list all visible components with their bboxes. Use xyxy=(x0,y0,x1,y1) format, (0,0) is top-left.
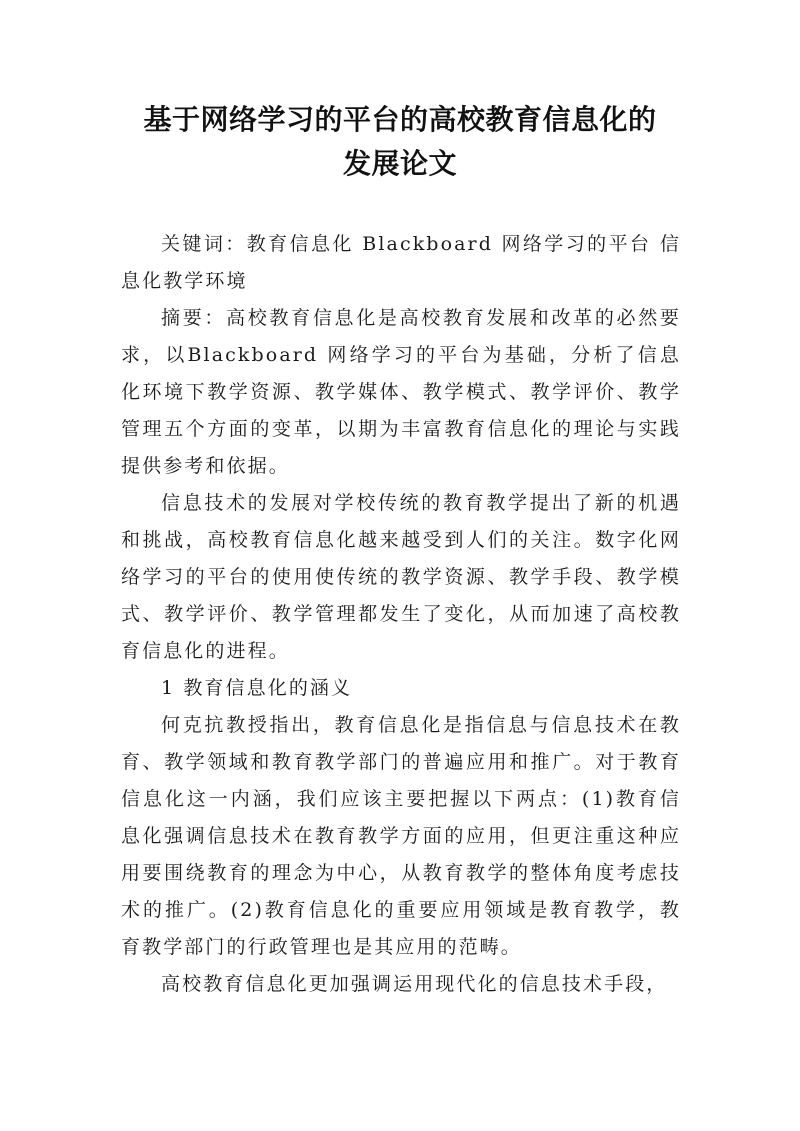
document-title-line-1: 基于网络学习的平台的高校教育信息化的 xyxy=(143,103,657,136)
intro-paragraph: 信息技术的发展对学校传统的教育教学提出了新的机遇和挑战，高校教育信息化越来越受到人们的关注。数字化网络学习的平台的使用使传统的教学资源、教学手段、教学模式、教学评价、教学管理都发生了变化，从而加速了高校教育信息化的进程。 xyxy=(121,492,681,662)
abstract-paragraph: 摘要：高校教育信息化是高校教育发展和改革的必然要求，以Blackboard 网络学习的平台为基础，分析了信息化环境下教学资源、教学媒体、教学模式、教学评价、教学管理五个方面的变革，以期为丰富教育信息化的理论与实践提供参考和依据。 xyxy=(121,307,681,477)
document-body xyxy=(121,226,681,1003)
continuation-paragraph: 高校教育信息化更加强调运用现代化的信息技术手段， xyxy=(161,973,668,995)
document-title-line-2: 发展论文 xyxy=(342,147,457,180)
keywords-paragraph: 关键词：教育信息化 Blackboard 网络学习的平台 信息化教学环境 xyxy=(121,233,681,292)
definition-paragraph: 何克抗教授指出，教育信息化是指信息与信息技术在教育、教学领域和教育教学部门的普遍应用和推广。对于教育信息化这一内涵，我们应该主要把握以下两点：(1)教育信息化强调信息技术在教育教学方面的应用，但更注重这种应用要围绕教育的理念为中心，从教育教学的整体角度考虑技术的推广。(2)教育信息化的重要应用领域是教育教学，教育教学部门的行政管理也是其应用的范畴。 xyxy=(121,714,681,958)
section-heading: 1 教育信息化的涵义 xyxy=(161,677,353,699)
